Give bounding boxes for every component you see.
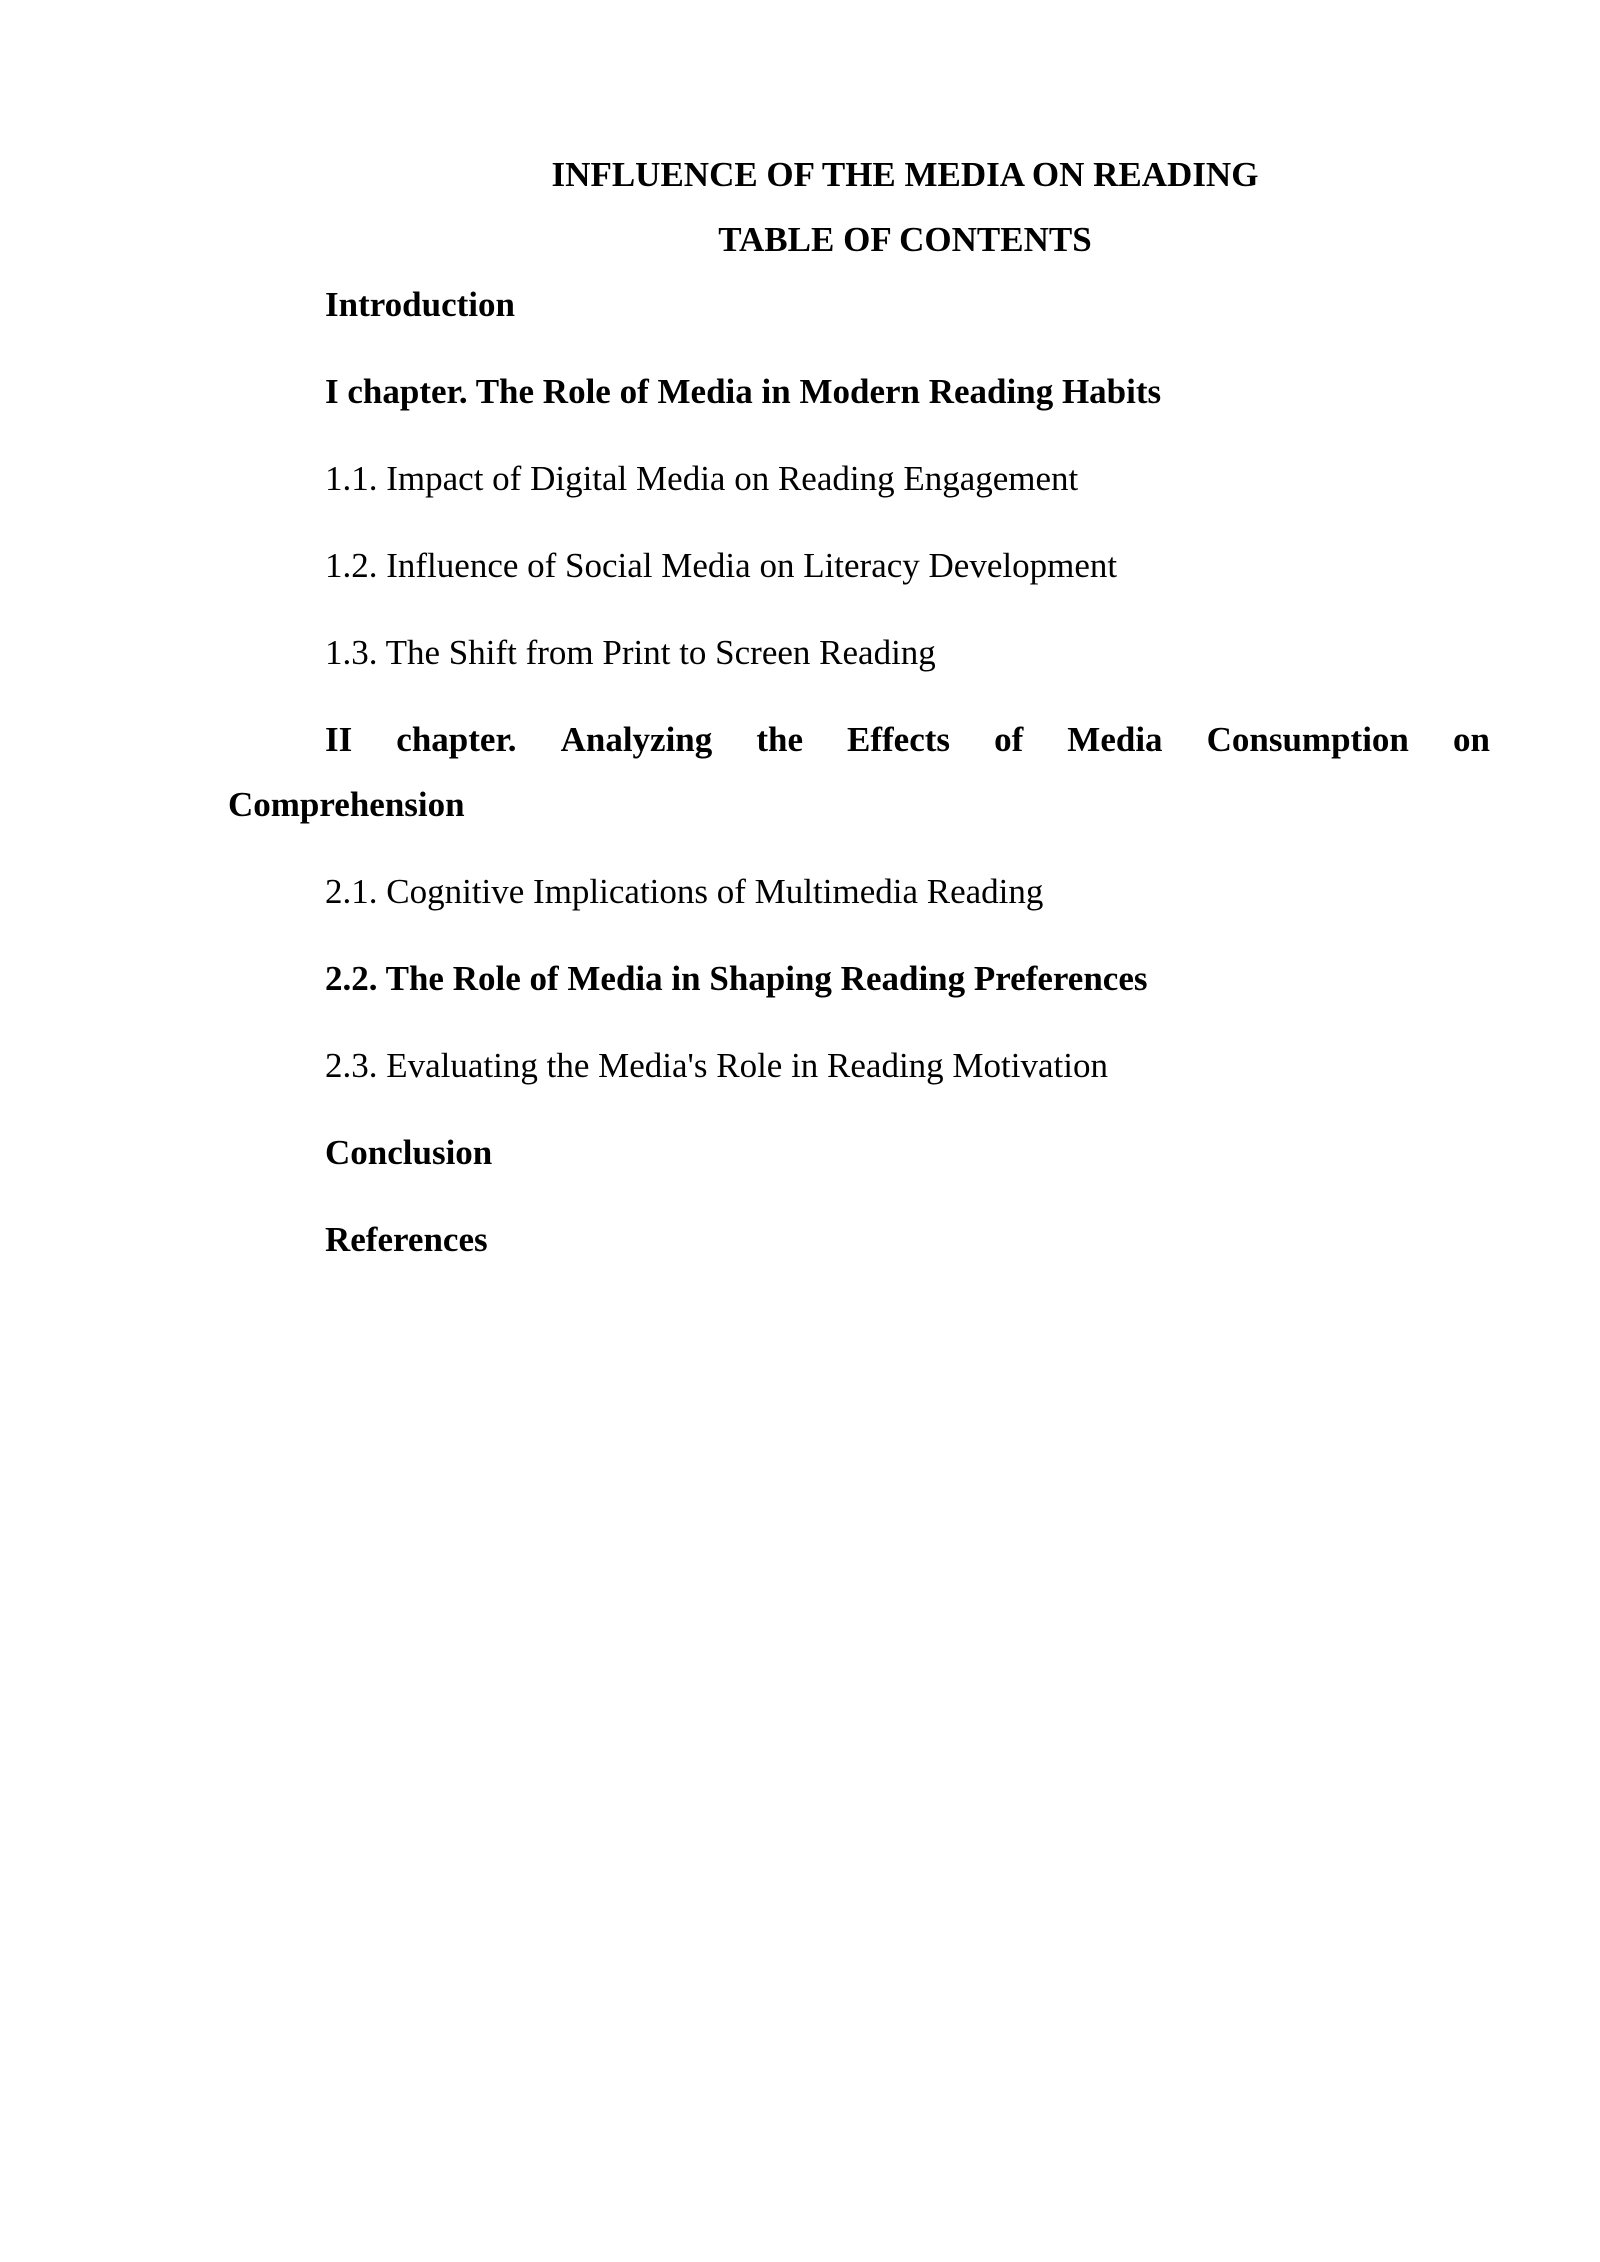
toc-entry-section-2-1: 2.1. Cognitive Implications of Multimedia Reading [325, 872, 1044, 911]
chapter-2-word: chapter. [396, 720, 517, 759]
chapter-2-word: Analyzing [560, 720, 713, 759]
toc-entry-section-1-3: 1.3. The Shift from Print to Screen Reading [325, 633, 936, 672]
toc-entry-section-1-1: 1.1. Impact of Digital Media on Reading Engagement [325, 459, 1079, 498]
toc-entry-section-2-2: 2.2. The Role of Media in Shaping Reading Preferences [325, 959, 1148, 998]
toc-entry-section-2-3: 2.3. Evaluating the Media's Role in Reading Motivation [325, 1046, 1108, 1085]
toc-entry-chapter-1: I chapter. The Role of Media in Modern Reading Habits [325, 372, 1162, 411]
chapter-2-word: the [756, 720, 803, 759]
chapter-2-continuation: Comprehension [228, 785, 465, 824]
toc-entry-chapter-2 [228, 720, 1490, 825]
chapter-2-word: of [994, 720, 1024, 759]
chapter-2-word: on [1452, 720, 1490, 759]
document-title: INFLUENCE OF THE MEDIA ON READING [551, 155, 1259, 194]
chapter-2-word: Media [1067, 720, 1163, 759]
toc-entry-conclusion: Conclusion [325, 1133, 493, 1172]
toc-entry-references: References [325, 1220, 488, 1259]
chapter-2-word: II [325, 720, 353, 759]
chapter-2-word: Consumption [1206, 720, 1409, 759]
toc-entry-introduction: Introduction [325, 285, 515, 324]
chapter-2-word: Effects [847, 720, 951, 759]
toc-heading: TABLE OF CONTENTS [718, 220, 1092, 259]
chapter-2-first-line [228, 720, 1490, 760]
toc-entry-section-1-2: 1.2. Influence of Social Media on Literacy Development [325, 546, 1118, 585]
